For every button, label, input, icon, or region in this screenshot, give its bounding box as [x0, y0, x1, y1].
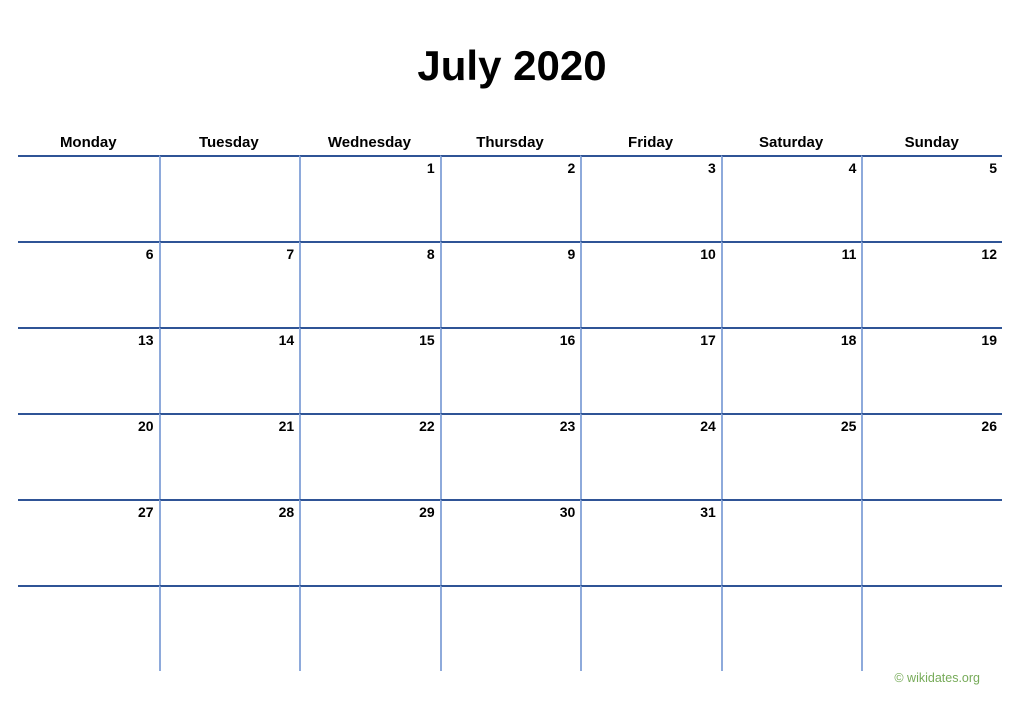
day-number: [863, 587, 1002, 590]
day-cell: [580, 585, 721, 671]
day-cell: [18, 585, 159, 671]
day-number: 29: [419, 504, 435, 520]
day-number: 5: [989, 160, 997, 176]
day-number: 28: [278, 504, 295, 520]
day-number: 19: [981, 332, 997, 348]
day-number: 3: [708, 160, 716, 176]
credit-text: © wikidates.org: [894, 671, 980, 685]
day-number: 13: [137, 332, 154, 348]
day-number: 14: [278, 332, 295, 348]
day-number: 18: [840, 332, 857, 348]
day-cell: [299, 499, 440, 585]
day-number: 4: [848, 160, 857, 176]
day-number: 17: [700, 332, 716, 348]
day-number: 25: [840, 418, 857, 434]
day-number: [723, 501, 862, 504]
day-number: [582, 587, 721, 590]
day-cell: [861, 413, 1002, 499]
day-cell: [861, 585, 1002, 671]
day-cell: [440, 327, 581, 413]
day-cell: [580, 241, 721, 327]
day-number: [161, 157, 300, 160]
day-number: 1: [426, 160, 435, 176]
weekday-header-wednesday: Wednesday: [327, 134, 411, 151]
day-number: [723, 587, 862, 590]
day-number: 11: [841, 246, 857, 262]
day-cell: [18, 241, 159, 327]
day-number: 10: [700, 246, 716, 262]
weekday-header-monday: Monday: [59, 134, 117, 151]
day-number: 16: [559, 332, 576, 348]
day-number: 20: [137, 418, 154, 434]
day-number: 7: [286, 246, 295, 262]
day-cell: [18, 499, 159, 585]
day-number: 6: [145, 246, 154, 262]
day-cell: [159, 499, 300, 585]
day-number: [442, 587, 581, 590]
day-number: 15: [419, 332, 435, 348]
page-title: July 2020: [417, 42, 607, 89]
day-cell: [721, 499, 862, 585]
day-cell: [159, 585, 300, 671]
day-cell: [159, 413, 300, 499]
day-number: 9: [567, 246, 576, 262]
day-cell: [299, 413, 440, 499]
day-number: 30: [559, 504, 576, 520]
day-number: 22: [419, 418, 435, 434]
weekday-header-saturday: Saturday: [759, 134, 824, 151]
day-cell: [18, 327, 159, 413]
day-cell: [721, 241, 862, 327]
day-cell: [580, 499, 721, 585]
day-cell: [721, 413, 862, 499]
day-cell: [861, 327, 1002, 413]
day-cell: [580, 327, 721, 413]
day-cell: [861, 241, 1002, 327]
day-cell: [159, 241, 300, 327]
day-number: 21: [278, 418, 295, 434]
weekday-header-friday: Friday: [628, 134, 674, 151]
day-number: [301, 587, 440, 590]
day-cell: [299, 585, 440, 671]
day-number: 8: [426, 246, 435, 262]
day-cell: [440, 241, 581, 327]
day-cell: [580, 413, 721, 499]
day-cell: [440, 413, 581, 499]
calendar-grid: [18, 131, 1002, 671]
day-number: [863, 501, 1002, 504]
day-cell: [440, 499, 581, 585]
day-cell: [159, 155, 300, 241]
day-cell: [299, 155, 440, 241]
day-cell: [721, 155, 862, 241]
day-cell: [721, 585, 862, 671]
day-number: 27: [137, 504, 154, 520]
day-number: 12: [981, 246, 997, 262]
day-cell: [721, 327, 862, 413]
day-cell: [159, 327, 300, 413]
day-cell: [299, 241, 440, 327]
day-number: 23: [559, 418, 576, 434]
day-number: 31: [700, 504, 716, 520]
weekday-header-tuesday: Tuesday: [198, 134, 259, 151]
weekday-header-sunday: Sunday: [904, 134, 959, 151]
day-number: 26: [981, 418, 997, 434]
day-cell: [440, 155, 581, 241]
weekday-header-thursday: Thursday: [476, 134, 544, 151]
day-cell: [299, 327, 440, 413]
day-cell: [861, 155, 1002, 241]
day-cell: [580, 155, 721, 241]
day-number: [161, 587, 300, 590]
day-number: [18, 157, 159, 160]
day-number: 2: [567, 160, 576, 176]
day-number: 24: [700, 418, 716, 434]
day-cell: [18, 155, 159, 241]
day-cell: [861, 499, 1002, 585]
day-cell: [18, 413, 159, 499]
day-cell: [440, 585, 581, 671]
day-number: [18, 587, 159, 590]
